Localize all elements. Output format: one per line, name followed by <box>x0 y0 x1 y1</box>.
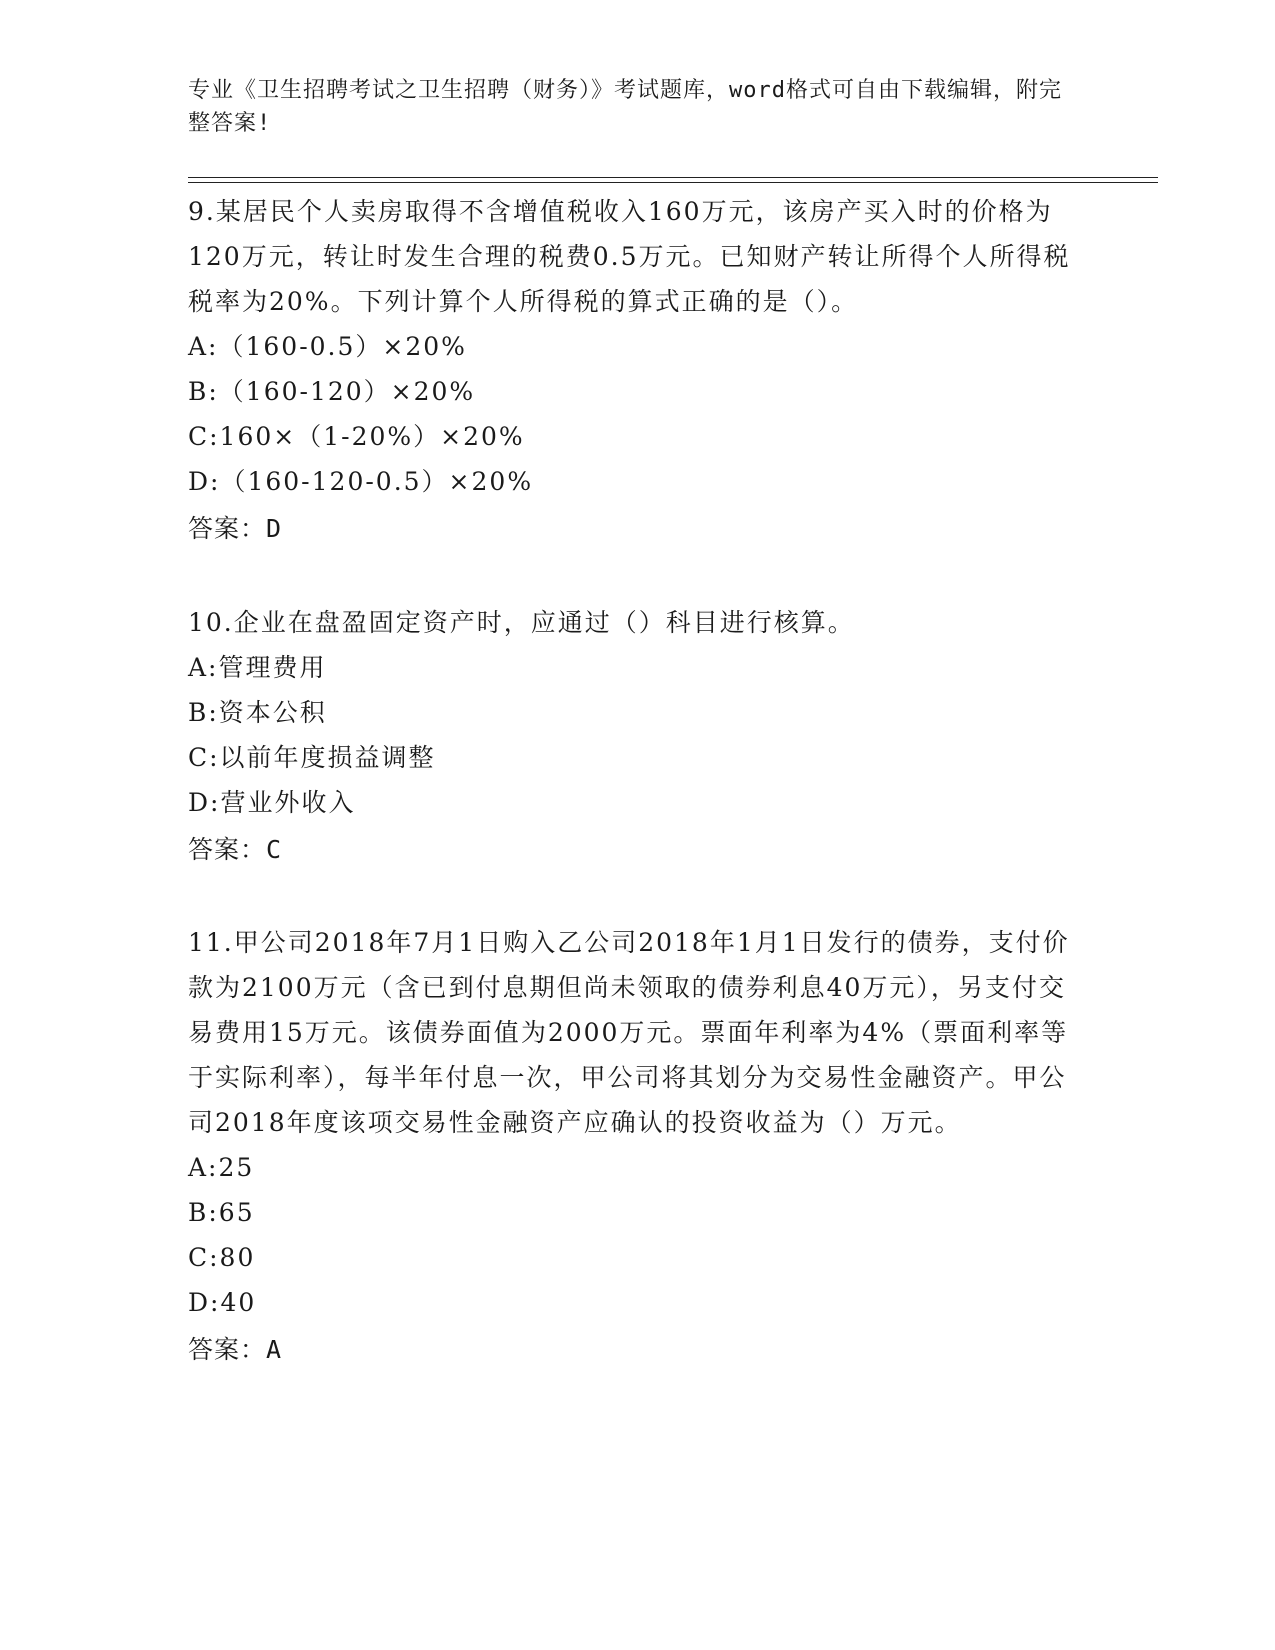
question-11 <box>188 920 1078 1372</box>
question-stem: 10.企业在盘盈固定资产时，应通过（）科目进行核算。 <box>188 608 855 637</box>
option-a: A:（160-0.5）×20% <box>188 332 467 361</box>
option-a: A:管理费用 <box>188 653 327 682</box>
option-b: B:资本公积 <box>188 698 327 727</box>
question-stem: 11.甲公司2018年7月1日购入乙公司2018年1月1日发行的债券，支付价款为2100万元（含已到付息期但尚未领取的债券利息40万元），另支付交易费用15万元。该债券面值为2000万元。票面年利率为4%（票面利率等于实际利率），每半年付息一次，甲公司将其划分为交易性金融资产。甲公司2018年度该项交易性金融资产应确认的投资收益为（）万元。 <box>188 928 1070 1137</box>
option-c: C:160×（1-20%）×20% <box>188 422 525 451</box>
option-c: C:80 <box>188 1243 256 1272</box>
answer-label: 答案：A <box>188 1335 283 1364</box>
option-b: B:（160-120）×20% <box>188 377 476 406</box>
header-divider <box>188 177 1158 178</box>
answer-label: 答案：C <box>188 835 283 864</box>
option-d: D:40 <box>188 1288 257 1317</box>
header-divider <box>188 182 1158 183</box>
option-c: C:以前年度损益调整 <box>188 743 436 772</box>
option-b: B:65 <box>188 1198 255 1227</box>
question-stem: 9.某居民个人卖房取得不含增值税收入160万元，该房产买入时的价格为120万元，转让时发生合理的税费0.5万元。已知财产转让所得个人所得税税率为20%。下列计算个人所得税的算式正确的是（）。 <box>188 197 1071 316</box>
option-a: A:25 <box>188 1153 255 1182</box>
option-d: D:营业外收入 <box>188 788 356 817</box>
question-10 <box>188 600 1078 872</box>
answer-label: 答案：D <box>188 514 283 543</box>
option-d: D:（160-120-0.5）×20% <box>188 467 534 496</box>
document-header: 专业《卫生招聘考试之卫生招聘（财务）》考试题库，word格式可自由下载编辑，附完整答案! <box>188 78 1062 136</box>
question-9 <box>188 189 1078 551</box>
